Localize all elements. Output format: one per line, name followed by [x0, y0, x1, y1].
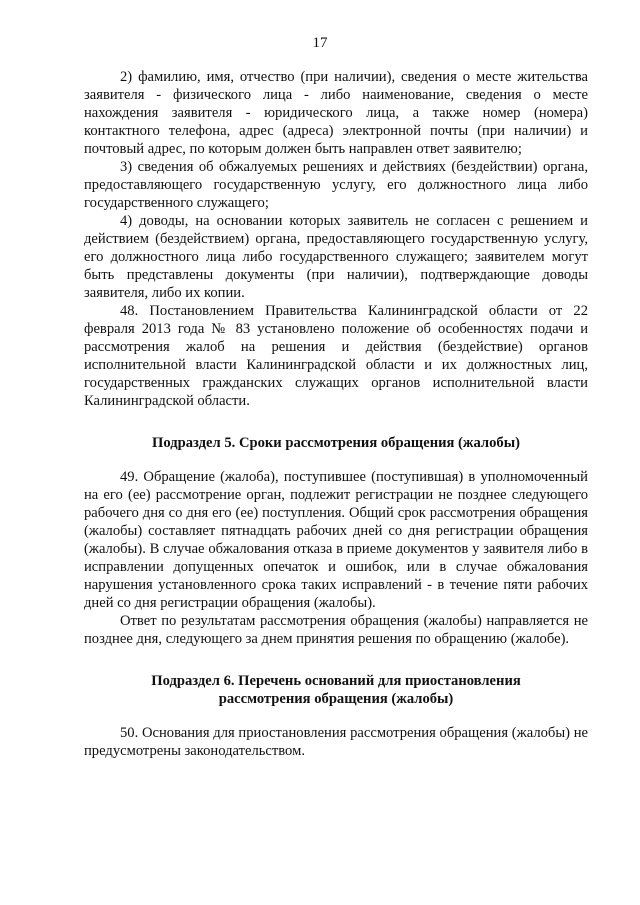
section-6-heading	[84, 672, 588, 708]
section-6-heading-line-2: рассмотрения обращения (жалобы)	[218, 691, 454, 707]
paragraph-item-4: 4) доводы, на основании которых заявитель не согласен с решением и действием (бездействием) органа, предоставляющего государственную услугу, его должностного лица либо государственного служащего; заявителем могут быть представлены документы (при наличии), подтверждающие доводы заявителя, либо их копии.	[84, 213, 588, 301]
document-body	[84, 68, 588, 760]
section-6-body	[84, 724, 588, 760]
paragraph-49: 49. Обращение (жалоба), поступившее (поступившая) в уполномоченный на его (ее) рассмотрение орган, подлежит регистрации не позднее следующего рабочего дня со дня его (ее) поступления. Общий срок рассмотрения обращения (жалобы) составляет пятнадцать рабочих дней со дня регистрации обращения (жалобы). В случае обжалования отказа в приеме документов у заявителя либо в исправлении допущенных опечаток и ошибок, или в случае обжалования нарушения установленного срока таких исправлений - в течение пяти рабочих дней со дня регистрации обращения (жалобы).	[84, 469, 588, 611]
paragraph-item-3: 3) сведения об обжалуемых решениях и действиях (бездействии) органа, предоставляющего государственную услугу, его должностного лица либо государственного служащего;	[84, 159, 588, 211]
paragraph-item-2: 2) фамилию, имя, отчество (при наличии), сведения о месте жительства заявителя - физического лица - либо наименование, сведения о месте нахождения заявителя - юридического лица, а также номер (номера) контактного телефона, адрес (адреса) электронной почты (при наличии) и почтовый адрес, по которым должен быть направлен ответ заявителю;	[84, 69, 588, 157]
section-6-heading-line-1: Подраздел 6. Перечень оснований для приостановления	[151, 673, 521, 689]
paragraph-48: 48. Постановлением Правительства Калининградской области от 22 февраля 2013 года № 83 установлено положение об особенностях подачи и рассмотрения жалоб на решения и действия (бездействие) органов исполнительной власти Калининградской области и их должностных лиц, государственных гражданских служащих органов исполнительной власти Калининградской области.	[84, 303, 588, 409]
section-5-body	[84, 468, 588, 648]
section-5-heading: Подраздел 5. Сроки рассмотрения обращения (жалобы)	[152, 435, 520, 451]
paragraph-50: 50. Основания для приостановления рассмотрения обращения (жалобы) не предусмотрены законодательством.	[84, 725, 588, 759]
page-number: 17	[312, 35, 328, 51]
paragraph-answer: Ответ по результатам рассмотрения обращения (жалобы) направляется не позднее дня, следующего за днем принятия решения по обращению (жалобе).	[84, 613, 588, 647]
